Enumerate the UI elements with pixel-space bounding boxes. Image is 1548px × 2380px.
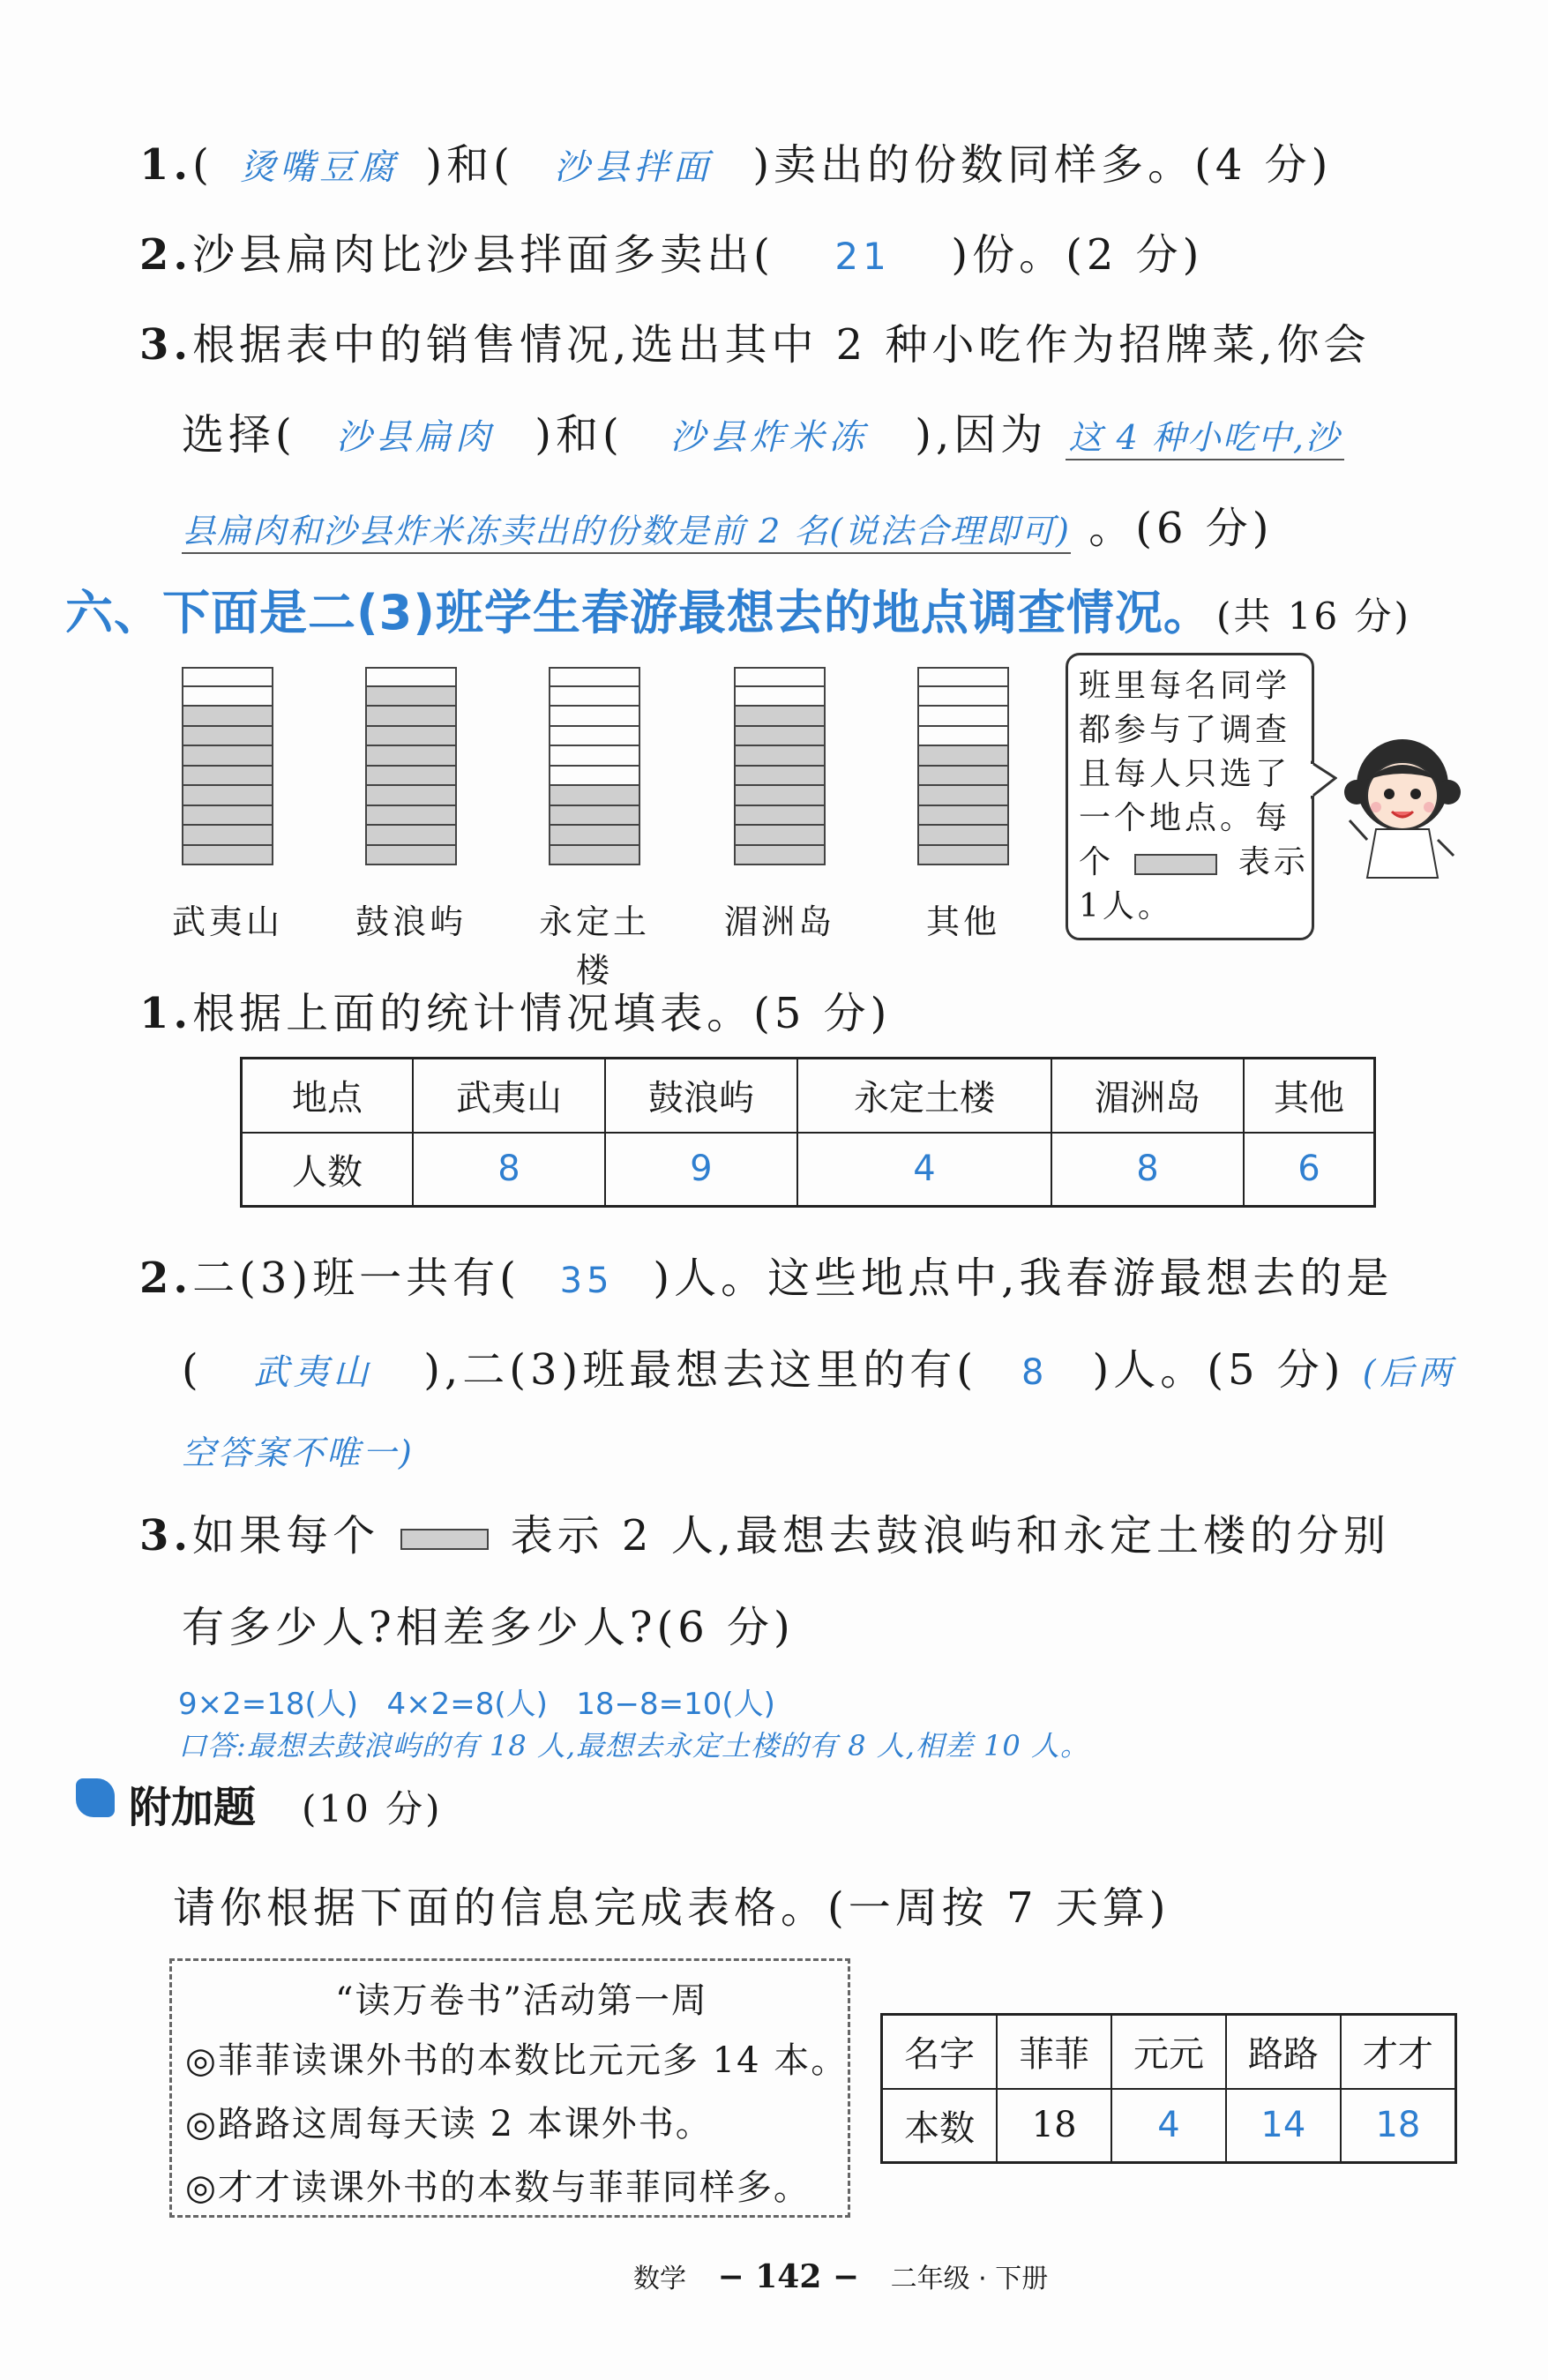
bar-label: 武夷山 xyxy=(171,902,283,941)
bar-cell xyxy=(734,786,826,806)
info-box-title: “读万卷书”活动第一周 xyxy=(335,1980,708,2021)
answer-q6-2b: 武夷山 xyxy=(253,1352,373,1393)
section6-title: 六、下面是二(3)班学生春游最想去的地点调查情况。 xyxy=(65,585,1212,640)
footer-grade: 二年级 · 下册 xyxy=(890,2264,1049,2294)
extra-instruction: 请你根据下面的信息完成表格。(一周按 7 天算) xyxy=(173,1883,1170,1933)
q6-1: 1.根据上面的统计情况填表。(5 分) xyxy=(139,989,892,1038)
bar-cell xyxy=(182,667,273,687)
bookmark-icon xyxy=(76,1778,115,1817)
bar-cell xyxy=(917,707,1009,727)
q6-3-line2: 有多少人?相差多少人?(6 分) xyxy=(182,1603,795,1652)
bar-cell xyxy=(549,727,640,747)
table-row: 本数 18 4 14 18 xyxy=(882,2089,1456,2163)
bar-cell xyxy=(182,846,273,866)
section6-points: (共 16 分) xyxy=(1216,595,1411,638)
bar-cell xyxy=(917,746,1009,767)
survey-bar xyxy=(182,667,273,865)
footer-subject: 数学 xyxy=(633,2264,686,2294)
q6-2-line1: 2.二(3)班一共有( 35 )人。这些地点中,我春游最想去的是 xyxy=(139,1254,1394,1303)
q5-2: 2.沙县扁肉比沙县拌面多卖出( 21 )份。(2 分) xyxy=(139,230,1204,280)
bar-cell xyxy=(917,667,1009,687)
answer-q5-2: 21 xyxy=(834,235,891,278)
girl-illustration-icon xyxy=(1341,723,1464,882)
answer-q5-3b: 沙县炸米冻 xyxy=(669,417,869,458)
bar-cell xyxy=(549,826,640,846)
answer-q5-1b: 沙县拌面 xyxy=(554,147,714,188)
bar-cell xyxy=(917,786,1009,806)
bar-cell xyxy=(182,786,273,806)
bar-cell xyxy=(182,826,273,846)
answer-q5-3-reason-b: 县扁肉和沙县炸米冻卖出的份数是前 2 名(说法合理即可) xyxy=(182,504,1071,554)
bar-cell xyxy=(734,746,826,767)
bar-cell xyxy=(734,806,826,827)
answer-q6-2a: 35 xyxy=(559,1261,614,1301)
bar-cell xyxy=(549,746,640,767)
bar-cell xyxy=(182,707,273,727)
bar-cell xyxy=(734,767,826,787)
extra-title: 附加题 xyxy=(129,1783,257,1832)
bar-cell xyxy=(365,667,457,687)
extra-points: (10 分) xyxy=(302,1787,443,1830)
bar-cell xyxy=(182,727,273,747)
bar-cell xyxy=(734,727,826,747)
footer xyxy=(633,2257,1048,2295)
bar-cell xyxy=(549,767,640,787)
speech-bubble: 班里每名同学 都参与了调查 且每人只选了 一个地点。每 个 表示 1人。 xyxy=(1066,653,1314,940)
bar-cell xyxy=(365,767,457,787)
bar-cell xyxy=(365,846,457,866)
bar-cell xyxy=(734,826,826,846)
bar-cell xyxy=(734,687,826,707)
bar-cell xyxy=(365,826,457,846)
q5-1: 1.( 烫嘴豆腐 )和( 沙县拌面 )卖出的份数同样多。(4 分) xyxy=(139,140,1333,190)
bar-label: 永定土楼 xyxy=(538,902,650,990)
bar-cell xyxy=(549,846,640,866)
bar-cell xyxy=(549,707,640,727)
bar-cell xyxy=(365,727,457,747)
bar-cell xyxy=(734,846,826,866)
bar-cell xyxy=(549,786,640,806)
bar-label: 鼓浪屿 xyxy=(355,902,467,941)
table-row: 名字 菲菲 元元 路路 才才 xyxy=(882,2015,1456,2089)
answer-q5-1a: 烫嘴豆腐 xyxy=(240,147,400,188)
bar-cell xyxy=(917,826,1009,846)
bar-cell xyxy=(734,667,826,687)
bar-cell xyxy=(365,806,457,827)
bar-label: 其他 xyxy=(925,902,1000,941)
bar-cell xyxy=(734,707,826,727)
section6-heading xyxy=(65,575,1411,643)
q5-3-line2: 选择( 沙县扁肉 )和( 沙县炸米冻 ),因为 这 4 种小吃中,沙 xyxy=(182,400,1344,461)
info-line: ◎才才读课外书的本数与菲菲同样多。 xyxy=(185,2167,811,2208)
unit-bar-icon xyxy=(400,1529,489,1550)
answer-note-a: (后两 xyxy=(1362,1353,1456,1392)
bar-cell xyxy=(182,767,273,787)
bar-label: 湄洲岛 xyxy=(723,902,835,941)
bar-cell xyxy=(549,806,640,827)
info-line: ◎菲菲读课外书的本数比元元多 14 本。 xyxy=(185,2040,849,2081)
bubble-tail xyxy=(1311,759,1337,803)
survey-bar xyxy=(365,667,457,865)
bar-cell xyxy=(917,687,1009,707)
books-table xyxy=(880,2013,1457,2164)
bar-cell xyxy=(182,746,273,767)
bar-cell xyxy=(182,806,273,827)
survey-table xyxy=(240,1057,1376,1208)
bar-cell xyxy=(549,687,640,707)
answer-q6-2c: 8 xyxy=(1021,1352,1049,1393)
table-row: 地点 武夷山 鼓浪屿 永定土楼 湄洲岛 其他 xyxy=(242,1059,1375,1133)
survey-bar xyxy=(734,667,826,865)
q5-3-line1: 3.根据表中的销售情况,选出其中 2 种小吃作为招牌菜,你会 xyxy=(139,320,1371,370)
bar-cell xyxy=(365,746,457,767)
table-row: 人数 8 9 4 8 6 xyxy=(242,1133,1375,1207)
answer-q5-3a: 沙县扁肉 xyxy=(336,417,495,458)
survey-bar xyxy=(549,667,640,865)
answer-note-b: 空答案不唯一) xyxy=(182,1433,415,1472)
bar-cell xyxy=(365,707,457,727)
answer-q6-3-reply: 口答:最想去鼓浪屿的有 18 人,最想去永定土楼的有 8 人,相差 10 人。 xyxy=(178,1729,1089,1763)
answer-q6-3-calc: 9×2=18(人) 4×2=8(人) 18−8=10(人) xyxy=(178,1687,775,1722)
bar-cell xyxy=(917,767,1009,787)
bar-cell xyxy=(365,786,457,806)
bar-cell xyxy=(549,667,640,687)
answer-q5-3-reason-a: 这 4 种小吃中,沙 xyxy=(1066,410,1344,460)
q5-3-line3: 县扁肉和沙县炸米冻卖出的份数是前 2 名(说法合理即可) 。(6 分) xyxy=(182,504,1274,553)
unit-bar-icon xyxy=(1134,854,1217,875)
info-line: ◎路路这周每天读 2 本课外书。 xyxy=(185,2104,713,2144)
bar-cell xyxy=(917,727,1009,747)
q6-3-line1: 3.如果每个 表示 2 人,最想去鼓浪屿和永定土楼的分别 xyxy=(139,1511,1390,1560)
bar-cell xyxy=(182,687,273,707)
page-number: − 142 − xyxy=(717,2258,860,2295)
q6-2-line2: ( 武夷山 ),二(3)班最想去这里的有( 8 )人。(5 分) (后两 xyxy=(182,1345,1456,1395)
bar-cell xyxy=(365,687,457,707)
bar-cell xyxy=(917,846,1009,866)
survey-bar xyxy=(917,667,1009,865)
bar-cell xyxy=(917,806,1009,827)
